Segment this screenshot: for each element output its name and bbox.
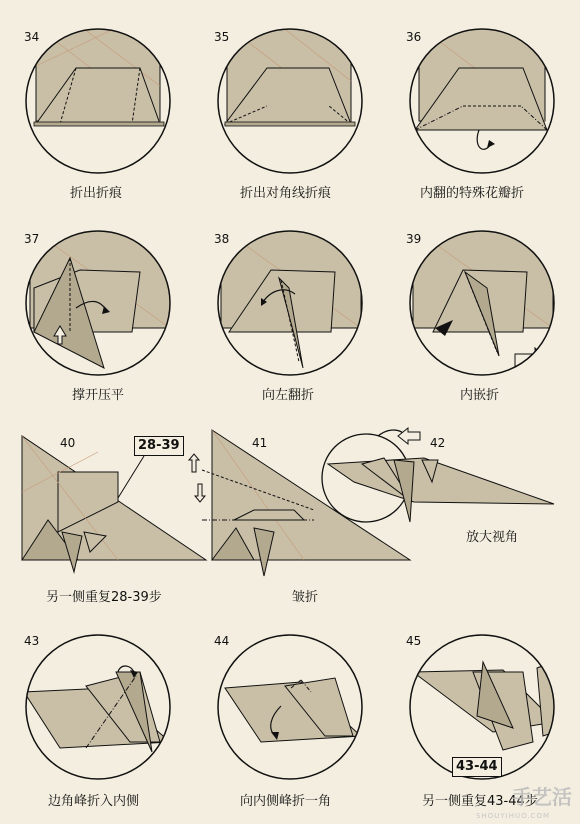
step-caption: 撑开压平 xyxy=(72,388,125,403)
step-38-illustration xyxy=(211,228,369,378)
step-caption: 边角峰折入内侧 xyxy=(48,794,140,809)
step-34-illustration xyxy=(20,26,178,176)
step-number: 43 xyxy=(24,634,40,648)
step-number: 44 xyxy=(214,634,230,648)
step-number: 40 xyxy=(60,436,76,450)
step-number: 37 xyxy=(24,232,40,246)
step-reference-box: 43-44 xyxy=(452,757,502,777)
step-reference-box: 28-39 xyxy=(134,436,184,456)
step-caption: 折出对角线折痕 xyxy=(240,186,332,201)
step-44-illustration xyxy=(211,632,369,782)
watermark-url: SHOUYIHUO.COM xyxy=(476,812,550,820)
step-number: 35 xyxy=(214,30,230,44)
step-number: 39 xyxy=(406,232,422,246)
step-caption: 另一侧重复43-44步 xyxy=(422,794,538,809)
step-caption: 折出折痕 xyxy=(70,186,123,201)
step-number: 38 xyxy=(214,232,230,246)
step-42-illustration xyxy=(314,422,560,526)
step-36-illustration xyxy=(403,26,561,176)
watermark-logo: 手艺活 xyxy=(512,785,572,809)
step-35-illustration xyxy=(211,26,369,176)
step-40-illustration xyxy=(18,432,208,582)
step-39-illustration xyxy=(403,228,561,378)
step-caption: 内翻的特殊花瓣折 xyxy=(420,186,525,201)
step-caption: 向左翻折 xyxy=(262,388,315,403)
step-37-illustration xyxy=(20,228,178,378)
step-caption: 内嵌折 xyxy=(460,388,500,403)
step-caption: 皱折 xyxy=(292,590,319,605)
step-number: 41 xyxy=(252,436,268,450)
step-43-illustration xyxy=(20,632,178,782)
step-caption: 向内侧峰折一角 xyxy=(240,794,332,809)
step-caption: 放大视角 xyxy=(466,530,519,545)
step-number: 36 xyxy=(406,30,422,44)
step-number: 42 xyxy=(430,436,446,450)
step-number: 45 xyxy=(406,634,422,648)
step-number: 34 xyxy=(24,30,40,44)
step-caption: 另一侧重复28-39步 xyxy=(46,590,162,605)
